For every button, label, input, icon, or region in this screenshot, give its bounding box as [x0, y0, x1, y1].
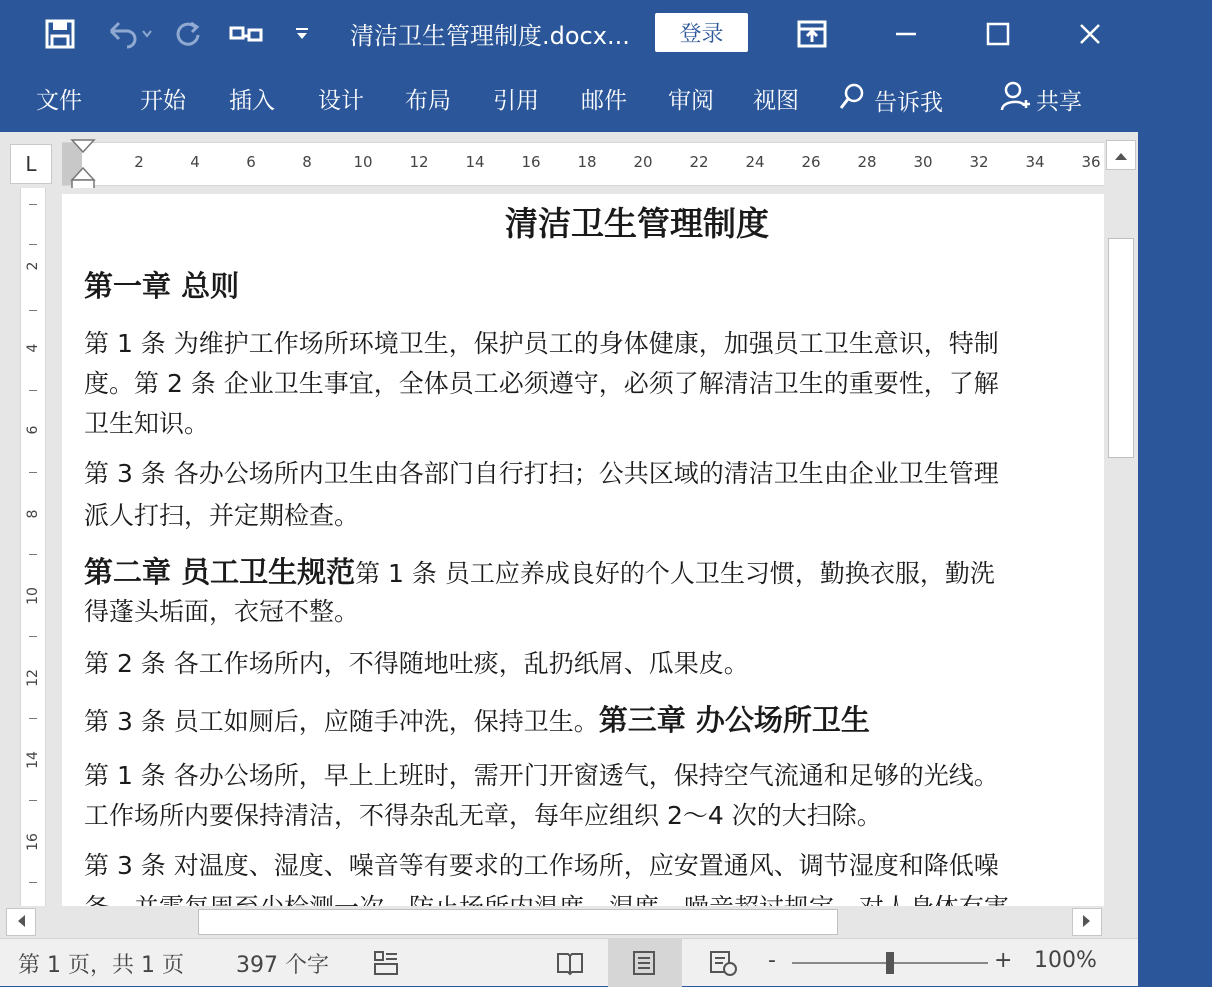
ruler-tick: 16 — [25, 833, 41, 851]
chevron-right-icon — [1082, 913, 1092, 932]
ruler-tick: 20 — [633, 153, 653, 171]
scroll-up-button[interactable] — [1106, 140, 1136, 170]
title-bar — [0, 0, 1138, 68]
ruler-tick: 12 — [25, 669, 41, 687]
tab-selector[interactable]: L — [10, 144, 52, 184]
ruler-tick: 10 — [353, 153, 373, 171]
paragraph-line — [84, 550, 995, 591]
zoom-slider-thumb[interactable] — [886, 952, 894, 974]
print-layout-icon — [630, 949, 658, 983]
paragraph-line: 第 1 条 各办公场所，早上上班时，需开门开窗透气，保持空气流通和足够的光线。 — [84, 761, 999, 790]
web-layout-icon[interactable] — [708, 949, 738, 983]
paragraph-line: 得蓬头垢面，衣冠不整。 — [84, 597, 360, 626]
ruler-dash — [29, 882, 37, 883]
paragraph-line: 派人打扫，并定期检查。 — [84, 501, 360, 530]
chapter-heading: 第一章 总则 — [84, 269, 240, 303]
maximize-icon[interactable] — [978, 0, 1018, 68]
read-mode-icon[interactable] — [556, 949, 584, 983]
ruler-tick: 30 — [913, 153, 933, 171]
document-page[interactable] — [62, 188, 1104, 906]
tell-me-label: 告诉我 — [874, 89, 943, 116]
tab-home[interactable]: 开始 — [140, 88, 186, 114]
ruler-tick: 26 — [801, 153, 821, 171]
ruler-row — [0, 132, 1138, 188]
ruler-tick: 28 — [857, 153, 877, 171]
ruler-dash — [29, 554, 37, 555]
chapter-heading: 第三章 办公场所卫生 — [598, 703, 870, 737]
ruler-tick: 6 — [246, 153, 256, 171]
ruler-tick: 6 — [25, 425, 41, 435]
ruler-tick: 10 — [25, 587, 41, 605]
scroll-left-button[interactable] — [6, 908, 36, 936]
page-top-gap — [62, 188, 1104, 194]
ruler-tick: 14 — [465, 153, 485, 171]
paragraph-line: 工作场所内要保持清洁，不得杂乱无章，每年应组织 2～4 次的大扫除。 — [84, 801, 882, 830]
tell-me-search[interactable] — [838, 82, 943, 118]
search-icon — [838, 82, 866, 118]
horizontal-scrollbar[interactable] — [0, 906, 1138, 938]
paragraph-text: 第 3 条 员工如厕后，应随手冲洗，保持卫生。 — [84, 707, 599, 736]
word-count[interactable]: 397 个字 — [236, 953, 329, 978]
scroll-right-button[interactable] — [1072, 908, 1102, 936]
paragraph-line: 第 3 条 对温度、湿度、噪音等有要求的工作场所，应安置通风、调节湿度和降低噪 — [84, 851, 999, 880]
ruler-dash — [29, 204, 37, 205]
ruler-tick: 18 — [577, 153, 597, 171]
paragraph-line: 度。第 2 条 企业卫生事宜，全体员工必须遵守，必须了解清洁卫生的重要性，了解 — [84, 369, 999, 398]
paragraph-line: 卫生知识。 — [84, 409, 210, 438]
ruler-dash — [29, 718, 37, 719]
share-person-icon — [1000, 80, 1030, 118]
minimize-icon[interactable] — [886, 0, 926, 68]
paragraph-line: 第 2 条 各工作场所内，不得随地吐痰，乱扔纸屑、瓜果皮。 — [84, 649, 749, 678]
paragraph-line: 第 1 条 为维护工作场所环境卫生，保护员工的身体健康，加强员工卫生意识，特制 — [84, 329, 999, 358]
zoom-in-button[interactable]: + — [994, 948, 1013, 973]
login-button[interactable]: 登录 — [655, 13, 748, 52]
paragraph-text: 第 1 条 员工应养成良好的个人卫生习惯，勤换衣服，勤洗 — [355, 559, 995, 588]
ruler-tick: 34 — [1025, 153, 1045, 171]
ribbon-tabs — [0, 68, 1138, 132]
customize-qat-icon[interactable] — [290, 0, 314, 68]
tab-design[interactable]: 设计 — [318, 88, 364, 114]
ruler-dash — [29, 800, 37, 801]
ruler-dash — [29, 472, 37, 473]
tab-layout[interactable]: 布局 — [405, 88, 451, 114]
ruler-dash — [29, 636, 37, 637]
horizontal-ruler[interactable] — [62, 142, 1104, 186]
ruler-tick: 16 — [521, 153, 541, 171]
redo-icon[interactable] — [170, 0, 206, 68]
vertical-scrollbar[interactable] — [1104, 132, 1138, 906]
ruler-tick: 32 — [969, 153, 989, 171]
ruler-tick: 2 — [134, 153, 144, 171]
vertical-scroll-thumb[interactable] — [1108, 238, 1134, 458]
proofing-icon[interactable] — [372, 949, 400, 983]
ruler-tick: 24 — [745, 153, 765, 171]
ruler-tick: 36 — [1081, 153, 1101, 171]
ruler-tick: 14 — [25, 751, 41, 769]
tab-file[interactable]: 文件 — [36, 88, 82, 114]
paragraph-line — [84, 698, 870, 739]
ruler-tick: 12 — [409, 153, 429, 171]
print-layout-button[interactable] — [608, 939, 682, 987]
ruler-tick: 8 — [302, 153, 312, 171]
touch-mode-icon[interactable] — [226, 0, 266, 68]
ruler-tick: 4 — [190, 153, 200, 171]
ruler-tick: 8 — [25, 509, 41, 519]
paragraph-line: 第 3 条 各办公场所内卫生由各部门自行打扫；公共区域的清洁卫生由企业卫生管理 — [84, 459, 999, 488]
tab-references[interactable]: 引用 — [493, 88, 539, 114]
document-heading: 清洁卫生管理制度 — [505, 204, 769, 243]
ruler-tick: 2 — [25, 261, 41, 271]
chevron-up-icon — [1114, 146, 1128, 165]
ruler-dash — [29, 244, 37, 245]
ruler-dash — [29, 310, 37, 311]
document-title: 清洁卫生管理制度.docx... — [350, 22, 630, 50]
status-bar — [0, 938, 1138, 986]
undo-icon[interactable] — [100, 0, 156, 68]
tab-insert[interactable]: 插入 — [229, 88, 275, 114]
tab-view[interactable]: 视图 — [753, 88, 799, 114]
share-button[interactable] — [1000, 80, 1082, 118]
page-info[interactable]: 第 1 页，共 1 页 — [18, 953, 184, 978]
vertical-ruler[interactable] — [0, 188, 62, 906]
zoom-out-button[interactable]: - — [768, 948, 776, 973]
ruler-tick: 4 — [25, 343, 41, 353]
share-label: 共享 — [1036, 88, 1082, 115]
vertical-ruler-strip — [20, 188, 46, 906]
tab-mailings[interactable]: 邮件 — [581, 88, 627, 114]
zoom-level[interactable]: 100% — [1034, 948, 1097, 973]
ruler-dash — [29, 390, 37, 391]
ribbon-display-icon[interactable] — [792, 0, 832, 68]
save-icon[interactable] — [40, 0, 80, 68]
ruler-tick: 22 — [689, 153, 709, 171]
chevron-left-icon — [16, 913, 26, 932]
close-icon[interactable] — [1070, 0, 1110, 68]
chapter-heading: 第二章 员工卫生规范 — [84, 555, 356, 589]
tab-review[interactable]: 审阅 — [668, 88, 714, 114]
horizontal-scroll-thumb[interactable] — [198, 909, 838, 935]
